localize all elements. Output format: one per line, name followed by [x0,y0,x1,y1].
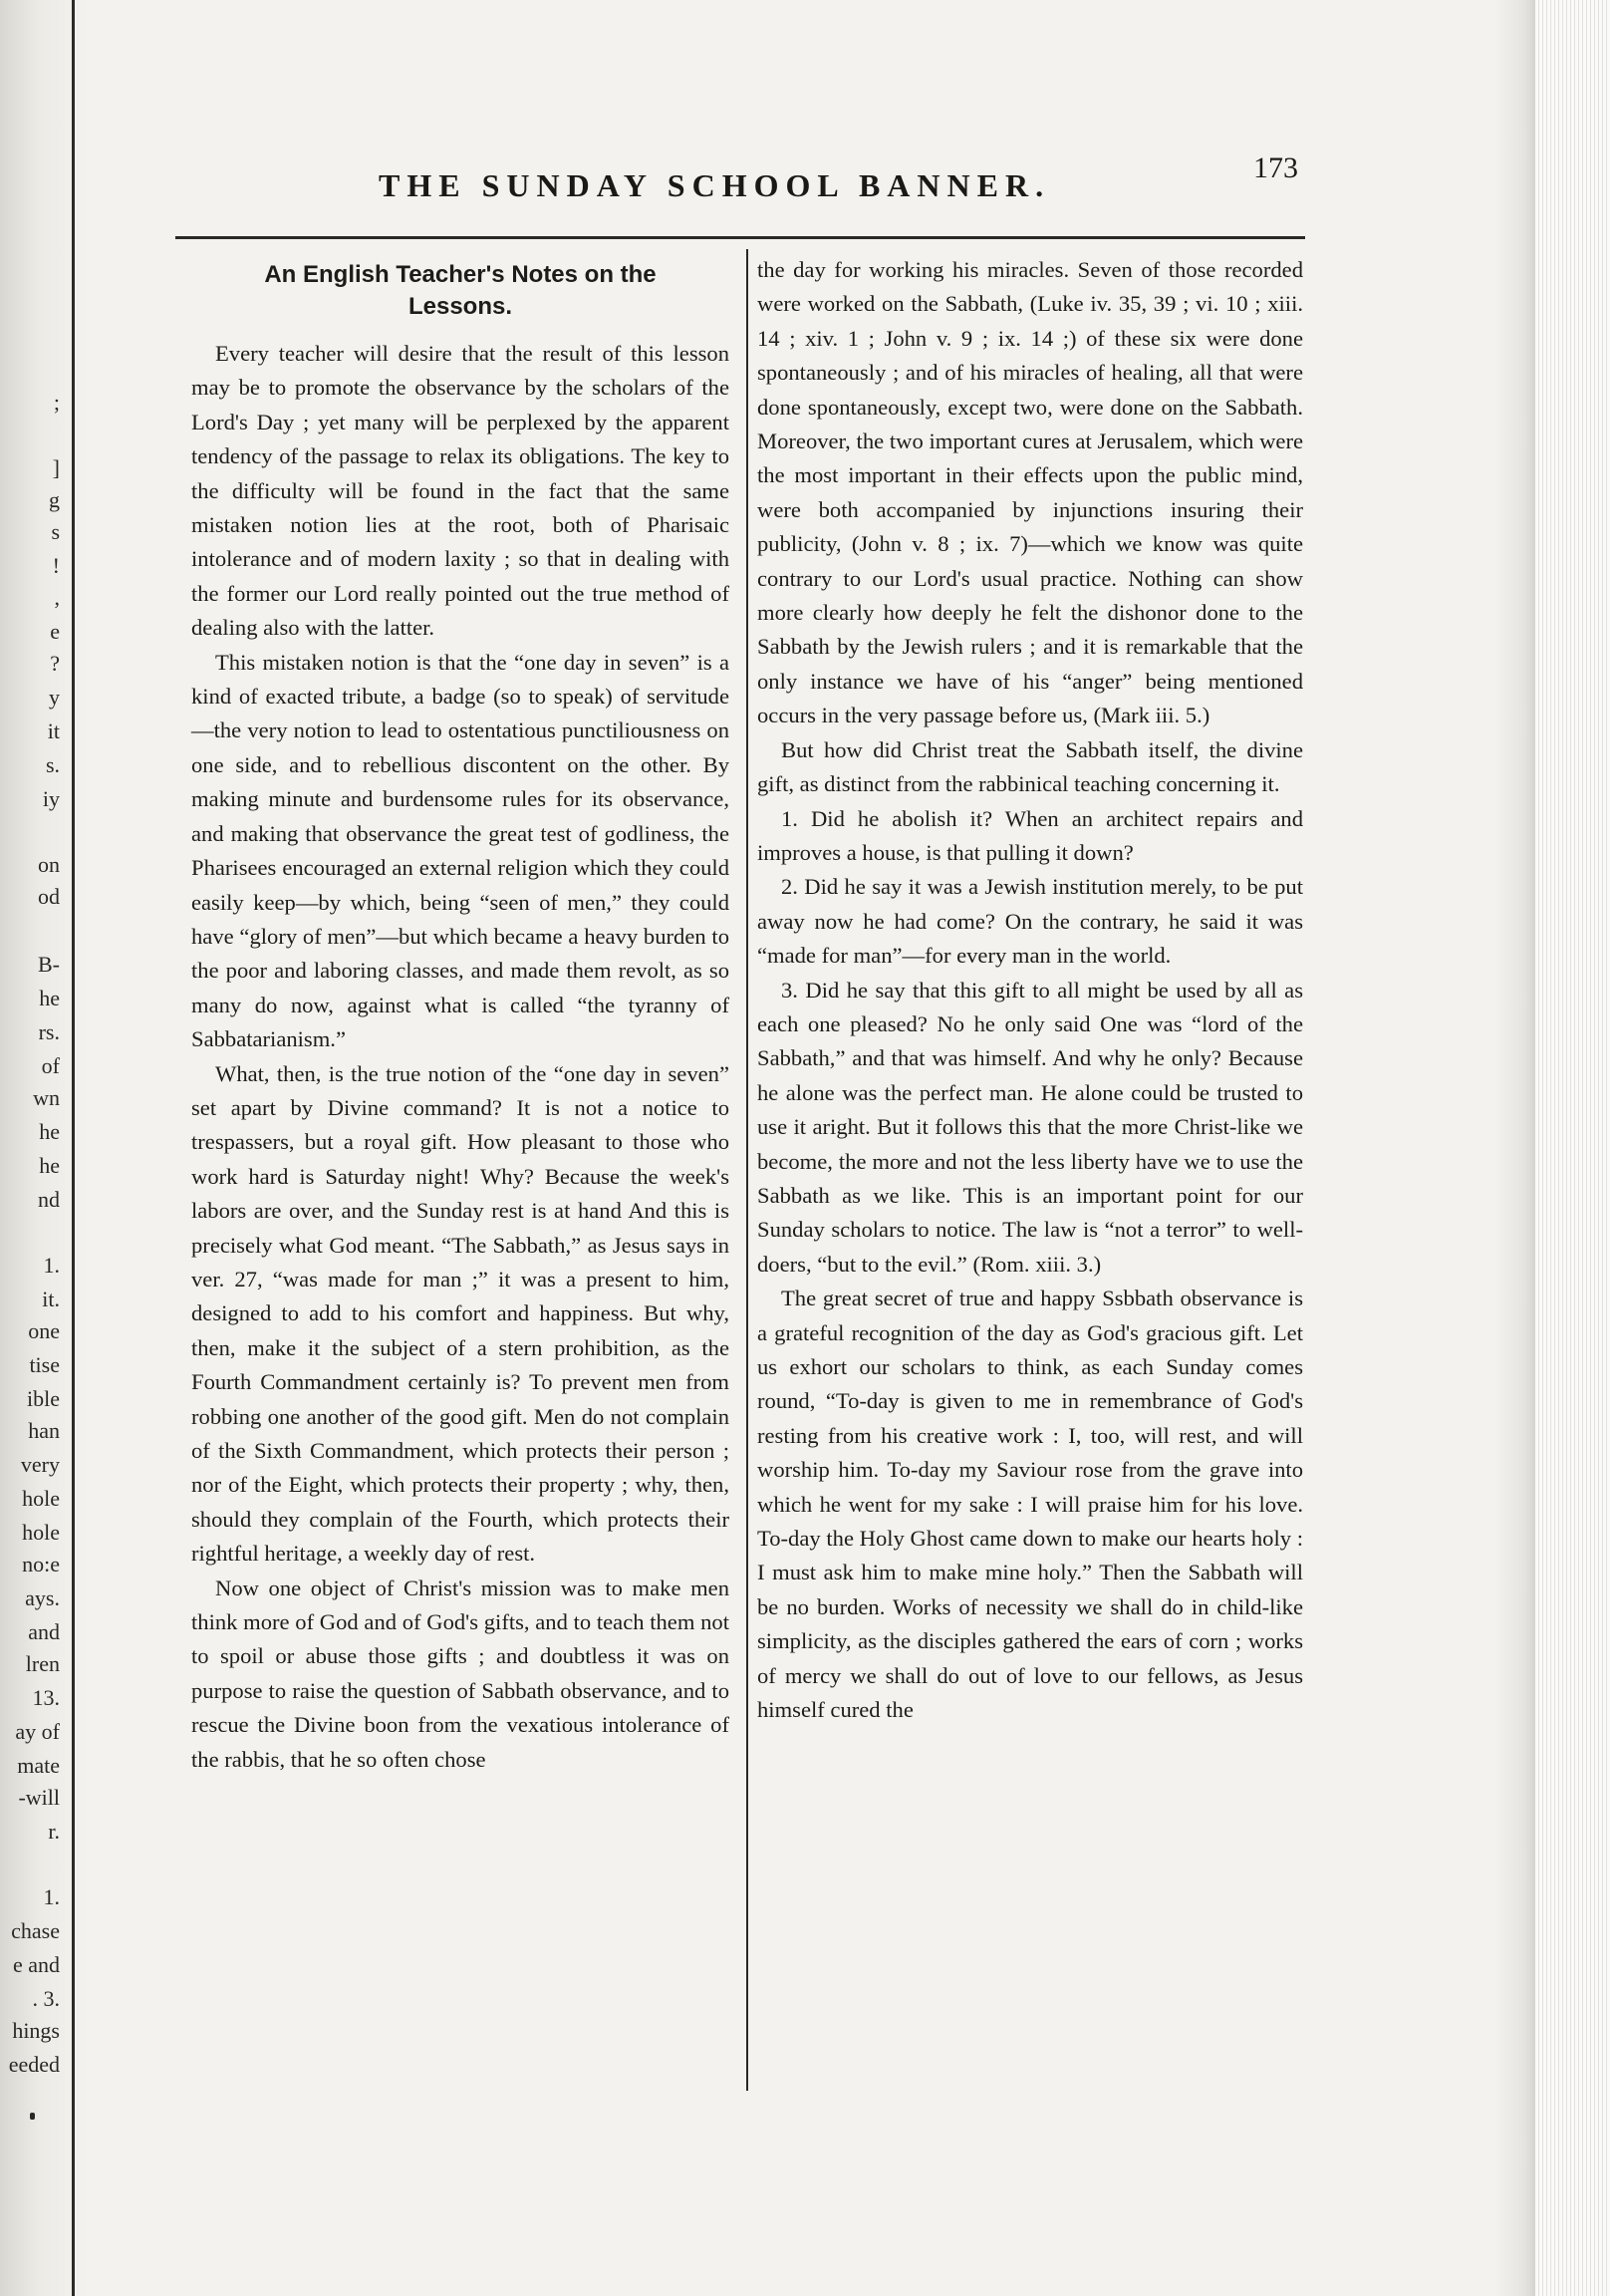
margin-fragment: hings [12,2018,60,2043]
margin-fragment: 1. [43,1253,60,1278]
margin-fragment: wn [33,1085,60,1110]
margin-fragment: e and [12,1952,60,1977]
margin-fragment: od [38,884,60,909]
margin-fragment: B- [38,952,60,977]
margin-fragment: ] [52,455,60,480]
margin-fragment: on [38,852,60,877]
paragraph: the day for working his miracles. Seven of those recorded were worked on the Sabbath, (Luke iv. 35, 39 ; vi. 10 ; xiii. 14 ; xiv. 1 ; John v. 9 ; ix. 14 ;) of these six were done spontaneously ; and of his miracles of healing, all that were done spontaneously, except two, were done on the Sabbath. Moreover, the two important cures at Jerusalem, which were the most important in their effects upon the public mind, were both accompanied by injunctions insuring their publicity, (John v. 8 ; ix. 7)—which we know was quite contrary to our Lord's usual practice. Nothing can show more clearly how deeply he felt the dishonor done to the Sabbath by the Jewish rulers ; and it is remarkable that the only instance we have of his “anger” being mentioned occurs in the very passage before us, (Mark iii. 5.) [757,257,1303,728]
margin-fragment: it [47,718,60,743]
ink-speck [30,2113,35,2120]
article-title-line-2: Lessons. [407,293,513,320]
margin-fragment: of [41,1053,60,1078]
margin-fragment: chase [11,1918,60,1943]
margin-fragment: eeded [8,2052,60,2077]
margin-fragment: nd [38,1187,60,1212]
margin-fragment: . 3. [32,1986,60,2011]
paragraph: But how did Christ treat the Sabbath itself, the divine gift, as distinct from the rabbinical teaching concerning it. [757,736,1303,797]
margin-fragment: very [20,1452,60,1477]
paragraph: What, then, is the true notion of the “one day in seven” set apart by Divine command? It is not a notice to trespassers, but a royal gift. How pleasant to those who work hard is Saturday night! Why? Because the week's labors are over, and the Sunday rest is at hand And this is precisely what God meant. “The Sabbath,” as Jesus says in ver. 27, “was made for man ;” it was a present to him, designed to add to his comfort and happiness. But why, then, make it the subject of a stern prohibition, as the Fourth Commandment certainly is? To prevent men from robbing one another of the good gift. Men do not complain of the Sixth Commandment, which protects their person ; nor of the Eight, which protects their property ; why, then, should they complain of the Fourth, which protects their rightful heritage, a weekly day of rest. [191,1060,729,1567]
right-column [757,253,1303,1727]
margin-fragment: 13. [32,1685,60,1710]
article-title-line-1: An English Teacher's Notes on the [264,261,657,288]
margin-fragment: tise [29,1352,60,1377]
margin-fragment: lren [25,1651,60,1676]
paragraph: The great secret of true and happy Ssbbath observance is a grateful recognition of the day as God's gracious gift. Let us exhort our scholars to think, as each Sunday comes round, “To-day is given to me in remembrance of God's resting from his creative work : I, too, will rest, and will worship him. To-day my Saviour rose from the grave into which he went for my sake : I will praise him for his love. To-day the Holy Ghost came down to make our hearts holy : I must ask him to make mine holy.” Then the Sabbath will be no burden. Works of necessity we shall do in child-like simplicity, as the disciples gathered the ears of corn ; works of mercy we shall do out of love to our fellows, as Jesus himself cured the [757,1286,1303,1723]
column-rule [746,249,748,2091]
margin-fragment: ? [50,651,60,676]
left-column [191,253,729,1777]
page-number: 173 [1253,151,1298,184]
gutter-line [72,0,75,2296]
margin-fragment: ays. [25,1585,60,1610]
margin-fragment: he [39,1153,60,1178]
paragraph: 2. Did he say it was a Jewish institution merely, to be put away now he had come? On the contrary, he said it was “made for man”—for every man in the world. [757,874,1303,969]
margin-fragment: s. [45,752,60,777]
margin-fragment: g [49,487,60,512]
page-edge-strips [1535,0,1610,2296]
paragraph: Every teacher will desire that the result of this lesson may be to promote the observance by the scholars of the Lord's Day ; yet many will be perplexed by the apparent tendency of the passage to relax its obligations. The key to the difficulty will be found in the fact that the same mistaken notion lies at the root, both of Pharisaic intolerance and of modern laxity ; so that in dealing with the former our Lord really pointed out the true method of dealing also with the latter. [191,341,729,641]
margin-fragment: ; [53,390,60,415]
paragraph: Now one object of Christ's mission was to make men think more of God and of God's gifts, and to teach them not to spoil or abuse those gifts ; and doubtless it was on purpose to raise the question of Sabbath observance, and to rescue the Divine boon from the vexatious intolerance of the rabbis, that he so often chose [191,1575,729,1772]
margin-fragment: , [54,585,60,610]
margin-fragment: hole [22,1520,60,1545]
margin-fragment: 1. [43,1884,60,1909]
margin-fragment: e [50,619,60,644]
paragraph: 1. Did he abolish it? When an architect repairs and improves a house, is that pulling it down? [757,805,1303,865]
margin-fragment: -will [18,1785,60,1810]
margin-fragment: y [49,685,60,710]
margin-fragment: ! [52,553,60,578]
article-title [191,259,729,323]
paragraph: This mistaken notion is that the “one day in seven” is a kind of exacted tribute, a badge (so to speak) of servitude—the very notion to lead to ostentatious punctiliousness on one side, and to rebellious discontent on the other. By making minute and burdensome rules for its observance, and making that observance the great test of godliness, the Pharisees encouraged an external religion which they could easily keep—by which, being “seen of men,” they could have “glory of men”—but which became a heavy burden to the poor and laboring classes, and made them revolt, as so many do now, against what is called “the tyranny of Sabbatarianism.” [191,649,729,1052]
margin-fragment: ible [27,1386,60,1411]
margin-fragment: and [28,1619,60,1644]
paragraph: 3. Did he say that this gift to all might be used by all as each one pleased? No he only said One was “lord of the Sabbath,” and that was himself. And why he only? Because he alone was the perfect man. He alone could be trusted to use it aright. But it follows this that the more Christ-like we become, the more and not the less liberty have we to use the Sabbath as we like. This is an important point for our Sunday scholars to notice. The law is “not a terror” to well-doers, “but to the evil.” (Rom. xiii. 3.) [757,977,1303,1277]
margin-fragment: one [28,1318,60,1343]
margin-fragment: iy [42,786,60,811]
margin-fragment: r. [48,1819,60,1844]
margin-fragment: he [39,986,60,1010]
margin-fragment: rs. [38,1019,60,1044]
margin-fragment: han [28,1418,60,1443]
margin-fragment: he [39,1119,60,1144]
header-rule [175,236,1305,239]
margin-fragment: mate [17,1753,60,1778]
margin-fragment: hole [22,1486,60,1511]
margin-fragment: ay of [15,1719,60,1744]
previous-page-fragment [0,0,68,2296]
running-title: THE SUNDAY SCHOOL BANNER. [379,167,1051,203]
margin-fragment: no:e [22,1552,60,1577]
margin-fragment: it. [42,1287,60,1311]
margin-fragment: s [51,519,60,544]
